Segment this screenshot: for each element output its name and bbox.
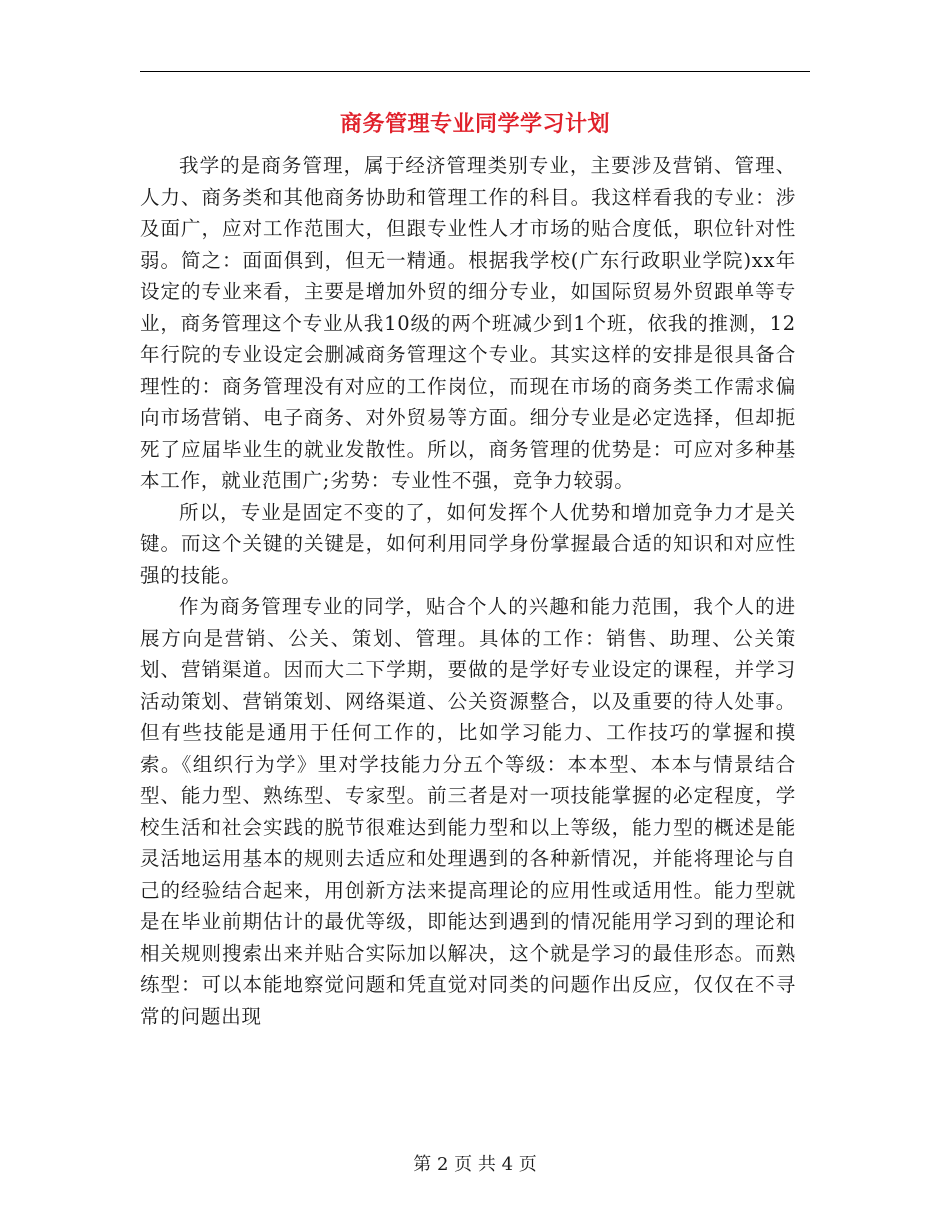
document-title: 商务管理专业同学学习计划 [339, 112, 610, 137]
paragraph-1: 我学的是商务管理，属于经济管理类别专业，主要涉及营销、管理、人力、商务类和其他商务协助和管理工作的科目。我这样看我的专业：涉及面广，应对工作范围大，但跟专业性人才市场的贴合度低，职位针对性弱。简之：面面俱到，但无一精通。根据我学校(广东行政职业学院)xx年设定的专业来看，主要是增加外贸的细分专业，如国际贸易外贸跟单等专业，商务管理这个专业从我10级的两个班减少到1个班，依我的推测，12年行院的专业设定会删减商务管理这个专业。其实这样的安排是很具备合理性的：商务管理没有对应的工作岗位，而现在市场的商务类工作需求偏向市场营销、电子商务、对外贸易等方面。细分专业是必定选择，但却扼死了应届毕业生的就业发散性。所以，商务管理的优势是：可应对多种基本工作，就业范围广;劣势：专业性不强，竞争力较弱。 [140, 154, 796, 492]
paragraph-2: 所以，专业是固定不变的了，如何发挥个人优势和增加竞争力才是关键。而这个关键的关键是，如何利用同学身份掌握最合适的知识和对应性强的技能。 [140, 500, 796, 587]
document-body [140, 150, 796, 1032]
page-number: 第 2 页 共 4 页 [413, 1154, 537, 1175]
header-rule [140, 71, 810, 72]
paragraph-3: 作为商务管理专业的同学，贴合个人的兴趣和能力范围，我个人的进展方向是营销、公关、策划、管理。具体的工作：销售、助理、公关策划、营销渠道。因而大二下学期，要做的是学好专业设定的课程，并学习活动策划、营销策划、网络渠道、公关资源整合，以及重要的待人处事。但有些技能是通用于任何工作的，比如学习能力、工作技巧的掌握和摸索。《组织行为学》里对学技能力分五个等级：本本型、本本与情景结合型、能力型、熟练型、专家型。前三者是对一项技能掌握的必定程度，学校生活和社会实践的脱节很难达到能力型和以上等级，能力型的概述是能灵活地运用基本的规则去适应和处理遇到的各种新情况，并能将理论与自己的经验结合起来，用创新方法来提高理论的应用性或适用性。能力型就是在毕业前期估计的最优等级，即能达到遇到的情况能用学习到的理论和相关规则搜索出来并贴合实际加以解决，这个就是学习的最佳形态。而熟练型：可以本能地察觉问题和凭直觉对同类的问题作出反应，仅仅在不寻常的问题出现 [140, 595, 796, 1028]
